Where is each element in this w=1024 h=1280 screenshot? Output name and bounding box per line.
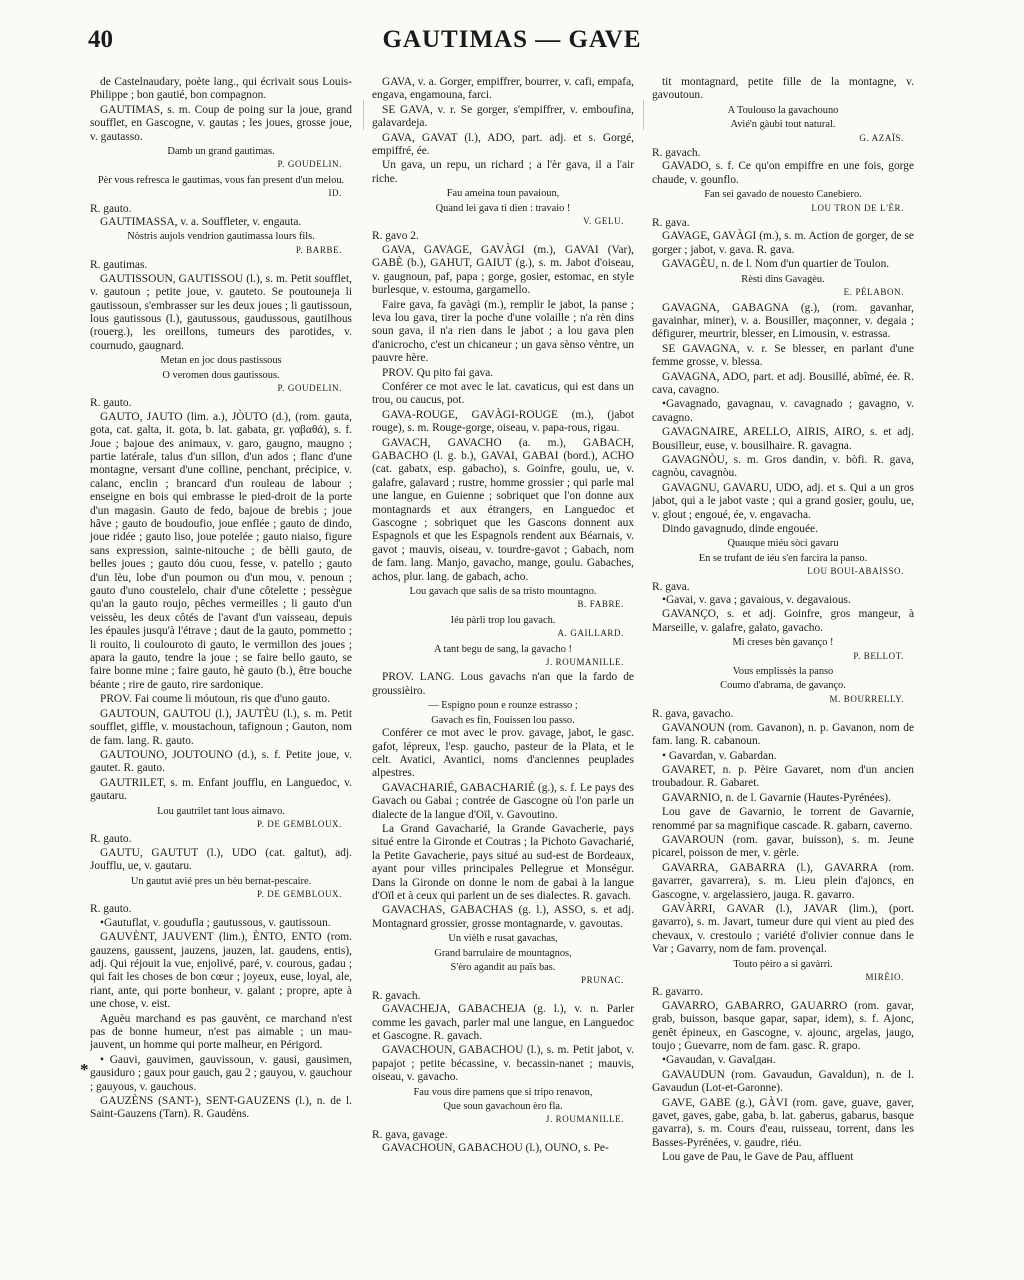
quotation-author: J. ROUMANILLE. — [545, 1114, 624, 1125]
quotation-line: Quand lei gava ti dien : travaio ! — [435, 202, 571, 214]
column-2 — [372, 76, 634, 1261]
quotation-author: P. BELLOT. — [853, 650, 904, 661]
entry-paragraph: GAVARRO, GABARRO, GAUARRO (rom. gavar, grab, buisson, basque gapar, sapar, idem), s. f. Ajonc, genêt épineux, en Gascogne, v. ajounc, argelas, jaugo, toujo ; Guevarre, nom de fam. gasc. R. grapo. — [652, 999, 914, 1053]
page-number: 40 — [88, 26, 113, 53]
etymology-ref: R. gauto. — [90, 903, 132, 916]
quotation-author: M. BOURRELLY. — [829, 693, 904, 704]
quotation-line: Iéu pàrli trop lou gavach. — [450, 614, 556, 626]
quotation-line: Lou gavach que salis de sa tristo mountagno. — [409, 586, 597, 598]
quotation-author: V. GELU. — [583, 216, 624, 227]
entry-paragraph: •Gautuflat, v. goudufla ; gautussous, v. gautissoun. — [100, 916, 331, 929]
entry-paragraph: GAVA, GAVAGE, GAVÀGI (m.), GAVAI (Var), GABÈ (b.), GAHUT, GAIUT (g.), s. m. Jabot d'oiseau, v. gaugnoun, paf, papa ; gorge, gosier, estomac, en style burlesque, v. estouma, gargamello. — [372, 243, 634, 297]
column-divider — [643, 100, 644, 130]
entry-paragraph: GAVAGNÒU, s. m. Gros dandin, v. bòfi. R. gava, cagnòu, cavagnòu. — [652, 453, 914, 480]
etymology-ref: R. gava. — [652, 217, 690, 230]
margin-asterisk: * — [80, 1060, 89, 1079]
quotation-line: Avié'n gàubi tout natural. — [730, 119, 836, 131]
quotation-line: O veromen dous gautissous. — [162, 369, 280, 381]
quotation-line: Pèr vous refresca le gautimas, vous fan present d'un melou. — [97, 174, 345, 186]
entry-paragraph: tit montagnard, petite fille de la montagne, v. gavoutoun. — [652, 76, 914, 102]
entry-paragraph: Un gava, un repu, un richard ; a l'èr gava, il a l'air riche. — [372, 159, 634, 185]
quotation-author: E. PÉLABON. — [843, 287, 904, 298]
quotation-line: Fau vous dire pamens que si tripo renavon, — [413, 1086, 593, 1098]
etymology-ref: R. gava, gavage. — [372, 1128, 448, 1141]
entry-paragraph: •Gavaudan, v. Gavalдан. — [662, 1054, 776, 1067]
entry-paragraph: de Castelnaudary, poète lang., qui écrivait sous Louis-Philippe ; bon gautié, bon compagnon. — [90, 76, 352, 102]
entry-paragraph: GAVARRA, GABARRA (l.), GAVARRA (rom. gavarrer, gavarrera), s. m. Lieu plein d'ajoncs, en Gascogne, v. argelassiero, jauga. R. gavarro. — [652, 861, 914, 901]
etymology-ref: R. gauto. — [90, 202, 132, 215]
quotation-line: Rèsti dins Gavagèu. — [741, 273, 825, 285]
quotation-author: P. GOUDELIN. — [277, 159, 342, 170]
entry-paragraph: GAVA-ROUGE, GAVÀGI-ROUGE (m.), (jabot rouge), s. m. Rouge-gorge, oiseau, v. papa-rous, rigau. — [372, 408, 634, 435]
entry-paragraph: GAUTISSOUN, GAUTISSOU (l.), s. m. Petit soufflet, v. gautoun ; petite joue, v. gauteto. Se poutouneja li gautissoun, s'embrasser sur les deux joues ; li gautissoun, lous gautissous (l.), gautussous, gaudussous, gautilhous (rouerg.), les oreillons, tumeurs des parotides, v. cournudo, gaugnard. — [90, 272, 352, 352]
entry-paragraph: GAVAGE, GAVÀGI (m.), s. m. Action de gorger, de se gorger ; jabot, v. gava. R. gava. — [652, 230, 914, 256]
entry-paragraph: GAVANÇO, s. et adj. Goinfre, gros mangeur, à Marseille, v. galafre, galato, gavacho. — [652, 608, 914, 634]
entry-paragraph: SE GAVAGNA, v. r. Se blesser, en parlant d'une femme grosse, v. blessa. — [652, 342, 914, 369]
entry-paragraph: GAVACHOUN, GABACHOU (l.), OUNO, s. Pe- — [382, 1142, 609, 1155]
quotation-author: P. BARBE. — [295, 244, 342, 255]
page-header — [0, 22, 1024, 64]
entry-paragraph: GAUTIMAS, s. m. Coup de poing sur la joue, grand soufflet, en Gascogne, v. gautas ; les joues, grosse joue, v. gautasso. — [90, 103, 352, 143]
entry-paragraph: PROV. Qu pito fai gava. — [382, 366, 494, 379]
entry-paragraph: GAUZÈNS (SANT-), SENT-GAUZENS (l.), n. de l. Saint-Gauzens (Tarn). R. Gaudèns. — [90, 1095, 352, 1121]
entry-paragraph: • Gavardan, v. Gabardan. — [662, 749, 777, 762]
quotation-line: — Espigno poun e rounze estrasso ; — [428, 700, 578, 712]
quotation-author: A. GAILLARD. — [557, 628, 624, 639]
quotation-line: Mi creses bèn gavanço ! — [732, 637, 834, 649]
entry-paragraph: SE GAVA, v. r. Se gorger, s'empiffrer, v. emboufina, galavardeja. — [372, 103, 634, 130]
entry-paragraph: GAVARNIO, n. de l. Gavarnie (Hautes-Pyrénées). — [662, 791, 891, 804]
quotation-line: Gavach es fin, Fouissen lou passo. — [431, 714, 575, 726]
quotation-line: Nòstris aujols vendrion gautimassa lours fils. — [127, 231, 315, 243]
etymology-ref: R. gavo 2. — [372, 230, 419, 243]
entry-paragraph: GAVAGNAIRE, ARELLO, AIRIS, AIRO, s. et adj. Bousilleur, euse, v. bousilhaire. R. gavagna. — [652, 426, 914, 452]
entry-paragraph: GAVACHAS, GABACHAS (g. l.), ASSO, s. et adj. Montagnard grossier, grosse montagnarde, v. gavoutas. — [372, 904, 634, 930]
quotation-author: B. FABRE. — [577, 599, 624, 610]
entry-paragraph: GAVE, GABE (g.), GÀVI (rom. gave, guave, gaver, gavet, gaves, gabe, gaba, b. lat. gaberus, gabarus, basque gavarra), s. m. Cours d'eau, ruisseau, torrent, dans les Basses-Pyrénées, v. gaudre, riéu. — [652, 1096, 914, 1149]
quotation-author: P. DE GEMBLOUX. — [256, 888, 342, 899]
entry-paragraph: GAUTOUNO, JOUTOUNO (d.), s. f. Petite joue, v. gautet. R. gauto. — [90, 748, 352, 775]
quotation-line: A tant begu de sang, la gavacho ! — [434, 643, 572, 655]
entry-paragraph: GAVARET, n. p. Pèire Gavaret, nom d'un ancien troubadour. R. Gabaret. — [652, 763, 914, 790]
quotation-author: P. DE GEMBLOUX. — [256, 818, 342, 829]
quotation-line: A Toulouso la gavachouno — [727, 104, 839, 116]
quotation-line: Lou gautrilet tant lous aimavo. — [157, 805, 285, 817]
entry-paragraph: GAUTO, JAUTO (lim. a.), JÒUTO (d.), (rom. gauta, gota, cat. galta, it. gota, b. lat. gabata, gr. γαβαθά), s. f. Joue ; bajoue des animaux, v. garo, gaugno, maugno ; partie latérale, talus d'un sillon, d'un ados ; flanc d'une montagne, versant d'une colline, penchant, précipice, v. calanc, enclin ; brancard d'un rouleau de labour ; enseigne en bois qui embrasse le pied-droit de la porte d'un magasin. Gauto de fedo, bajoue de brebis ; joue hâve ; gauto de boudoufio, joue enflée ; gauto de dindo, joue ridée ; gauto liso, joue potelée ; gauto niaiso, figure sans expression, sainte-nitouche ; de bèlli gauto, de belles joues ; gauto dóu cuou, fesse, v. patello ; gauto d'un lèu, lobe d'un poumon ou d'un mou, v. penoun ; gauto d'uno coustelelo, chair d'une côtelette ; pessègue qu'an la gauto roujo, pêches vermeilles ; li gauto d'un veissèu, les deux côtés de l'avant d'un vaisseau, depuis les épaules jusqu'à l'étrave ; daut de la gauto, pommetto ; li rouito, li coulouroto di gauto, le vermillon des joues ; apara la gauto, tendre la joue ; se faire bello gauto, se faire bonne mine ; faire gauto, hè gauto (b.), être bouche béante ; rire de gauto, rire sardonique. — [90, 410, 352, 691]
quotation-line: Touto pèiro a si gavàrri. — [733, 958, 833, 970]
entry-paragraph: GAVAGÈU, n. de l. Nom d'un quartier de Toulon. — [662, 258, 890, 271]
quotation-line: Un vièlh e rusat gavachas, — [448, 933, 558, 945]
quotation-author: P. GOUDELIN. — [277, 382, 342, 393]
etymology-ref: R. gautimas. — [90, 259, 148, 272]
entry-paragraph: • Gauvi, gauvimen, gauvissoun, v. gausi, gausimen, gausiduro ; gaux pour gauch, gau 2 ; gauyou, v. gauchour ; gauyous, v. gauchous. — [90, 1053, 352, 1093]
quotation-author: LOU BOUI-ABAISSO. — [807, 566, 904, 577]
running-title: GAUTIMAS — GAVE — [382, 26, 642, 53]
entry-paragraph: •Gavagnado, gavagnau, v. cavagnado ; gavagno, v. cavagno. — [652, 398, 914, 424]
quotation-line: Que soun gavachoun èro fla. — [443, 1101, 563, 1113]
column-divider — [363, 100, 364, 130]
entry-paragraph: Faire gava, fa gavàgi (m.), remplir le jabot, la panse ; leva lou gava, tirer la poche d'une volaille ; n'a rèn dins soun gava, il n'a rien dans le jabot ; a lou gava plen d'anicrocho, c'est un chicaneur ; un gava sènso vèntre, un pauvre hère. — [372, 298, 634, 365]
entry-paragraph: GAUTRILET, s. m. Enfant joufflu, en Languedoc, v. gautaru. — [90, 776, 352, 803]
quotation-author: MIRÈIO. — [865, 972, 904, 982]
quotation-author: J. ROUMANILLE. — [545, 657, 624, 668]
etymology-ref: R. gavach. — [652, 147, 701, 160]
entry-paragraph: GAUTOUN, GAUTOU (l.), JAUTÈU (l.), s. m. Petit soufflet, giffle, v. moustachoun, tafignoun ; Gauton, nom de fam. lang. R. gauto. — [90, 707, 352, 747]
quotation-author: G. AZAÏS. — [859, 132, 904, 143]
etymology-ref: R. gauto. — [90, 397, 132, 410]
entry-paragraph: Dindo gavagnudo, dinde engouée. — [662, 523, 818, 535]
etymology-ref: R. gava, gavacho. — [652, 708, 734, 721]
entry-paragraph: Conférer ce mot avec le lat. cavaticus, qui est dans un trou, ou caucus, pot. — [372, 380, 634, 407]
entry-paragraph: GAVA, v. a. Gorger, empiffrer, bourrer, v. cafi, empafa, engava, engamouna, farci. — [372, 76, 634, 102]
quotation-author: LOU TRON DE L'ÈR. — [811, 202, 904, 213]
quotation-line: Coumo d'abrama, de gavanço. — [720, 680, 846, 692]
entry-paragraph: GAVAGNU, GAVARU, UDO, adj. et s. Qui a un gros jabot, qui a le jabot vaste ; qui a grand gosier, goulu, ue, v. glout ; engoué, ée, v. engavacha. — [652, 481, 914, 521]
entry-paragraph: GAVAGNA, GABAGNA (g.), (rom. gavanhar, gavainhar, miner), v. a. Bousiller, maçonner, v. degaia ; défigurer, meurtrir, blesser, en Limousin, v. estrassa. — [652, 301, 914, 341]
entry-paragraph: GAVANOUN (rom. Gavanon), n. p. Gavanon, nom de fam. lang. R. cabanoun. — [652, 721, 914, 748]
entry-paragraph: La Grand Gavacharié, la Grande Gavacherie, pays situé entre la Gironde et Coutras ; la Pichoto Gavacharié, la Petite Gavacherie, pays situé au sud-est de Bordeaux, ayant pour villes principales Pellegrue et Monségur. Dans la Gironde on donne le nom de gabai à la langue d'Oïl et à ceux qui parlent un de ses dialectes. R. gavach. — [372, 822, 634, 902]
quotation-line: Un gautut avié pres un bèu bernat-pescaire. — [130, 875, 312, 887]
quotation-line: Quauque miéu sòci gavaru — [727, 538, 839, 550]
entry-paragraph: GAVAROUN (rom. gavar, buisson), s. m. Jeune picarel, poisson de mer, v. gèrle. — [652, 833, 914, 860]
entry-paragraph: GAVADO, s. f. Ce qu'on empiffre en une fois, gorge chaude, v. gounflo. — [652, 160, 914, 186]
entry-paragraph: •Gavai, v. gava ; gavaious, v. degavaious. — [662, 594, 851, 607]
entry-paragraph: GAVACHARIÉ, GABACHARIÉ (g.), s. f. Le pays des Gavach ou Gabai ; contrée de Gascogne où l'on parle un dialecte de la langue d'Oïl, v. Gavoutino. — [372, 781, 634, 821]
column-3 — [652, 76, 914, 1261]
quotation-line: Vous emplissès la panso — [732, 666, 834, 678]
quotation-line: Fau ameina toun pavaioun, — [446, 188, 560, 200]
entry-paragraph: GAVACHEJA, GABACHEJA (g. l.), v. n. Parler comme les gavach, parler mal une langue, en Languedoc et Gascogne. R. gavach. — [372, 1003, 634, 1043]
entry-paragraph: GAVÀRRI, GAVAR (l.), JAVAR (lim.), (port. gavarro), s. m. Javart, tumeur dure qui vient au pied des chevaux, v. crestoulo ; variété d'olivier connue dans le Var ; Gavarry, nom de fam. provençal. — [652, 902, 914, 956]
quotation-line: Fan sei gavado de nouesto Canebiero. — [704, 189, 862, 201]
etymology-ref: R. gavarro. — [652, 986, 703, 999]
entry-paragraph: GAUTIMASSA, v. a. Souffleter, v. engauta. — [100, 216, 302, 229]
entry-paragraph: GAUVÈNT, JAUVENT (lim.), ÈNTO, ENTO (rom. gauzens, gaussent, jauzens, jauzen, lat. gaudens, entis), adj. Qui réjouit la vue, enjolivé, paré, v. courous, gadau ; qui fait les choses de bon cœur ; joyeux, euse, loyal, ale, riant, ante, qui porte bonheur, v. galant ; propre, apte à une chose, v. eist. — [90, 931, 352, 1011]
quotation-line: S'èro agandit au païs bas. — [450, 962, 556, 973]
quotation-line: En se trufant de iéu s'en farcira la panso. — [698, 552, 868, 564]
quotation-author: ID. — [328, 188, 342, 199]
quotation-line: Damb un grand gautimas. — [167, 146, 275, 158]
etymology-ref: R. gauto. — [90, 833, 132, 846]
entry-paragraph: Conférer ce mot avec le prov. gavage, jabot, le gasc. gafot, lépreux, l'esp. gaucho, pasteur de la Plata, et le celt. Avatici, Avantici, noms d'anciennes peuplades alpestres. — [372, 727, 634, 780]
entry-paragraph: GAUTU, GAUTUT (l.), UDO (cat. galtut), adj. Joufflu, ue, v. gautaru. — [90, 846, 352, 873]
entry-paragraph: Lou gave de Pau, le Gave de Pau, affluent — [662, 1151, 854, 1164]
quotation-author: PRUNAC. — [581, 975, 624, 986]
entry-paragraph: PROV. Fai coume li móutoun, ris que d'uno gauto. — [100, 693, 330, 706]
entry-paragraph: Aguèu marchand es pas gauvènt, ce marchand n'est pas de bonne humeur, n'est pas aimable ; un mau-jauvent, un homme qui porte malheur, en Périgord. — [90, 1012, 352, 1052]
quotation-line: Grand barrulaire de mountagnos, — [434, 947, 572, 959]
etymology-ref: R. gava. — [652, 580, 690, 593]
entry-paragraph: GAVAUDUN (rom. Gavaudun, Gavaldun), n. de l. Gavaudun (Lot-et-Garonne). — [652, 1068, 914, 1095]
entry-paragraph: PROV. LANG. Lous gavachs n'an que la fardo de groussièiro. — [372, 671, 634, 697]
quotation-line: Metan en joc dous pastissous — [160, 355, 282, 367]
entry-paragraph: GAVACHOUN, GABACHOU (l.), s. m. Petit jabot, v. papajot ; petite bécassine, v. becassin-nanet ; mauvis, oiseau, v. gavacho. — [372, 1044, 634, 1084]
entry-paragraph: GAVACH, GAVACHO (a. m.), GABACH, GABACHO (l. g. b.), GAVAI, GABAI (bord.), ACHO (cat. gabatx, esp. gabacho), s. Goinfre, goulu, ue, v. galafre, galavard ; rustre, homme grossier ; qui parle mal une langue, en Guienne ; sobriquet que l'on donne aux montagnards et aux étrangers, en Languedoc et Gascogne ; sobriquet que les Gascons donnent aux Espagnols et que les Espagnols rendent aux Béarnais, v. gavot ; mauvis, oiseau, v. tourdre-gavot ; Gabach, nom de fam. lang. Manjo, gavacho, mange, goulu. Gabaches, achos, plur. lang. de gabach, acho. — [372, 436, 634, 583]
column-1 — [90, 76, 352, 1261]
entry-paragraph: GAVAGNA, ADO, part. et adj. Bousillé, abîmé, ée. R. cava, cavagno. — [652, 370, 914, 396]
etymology-ref: R. gavach. — [372, 989, 421, 1002]
entry-paragraph: GAVA, GAVAT (l.), ADO, part. adj. et s. Gorgé, empiffré, ée. — [372, 131, 634, 158]
entry-paragraph: Lou gave de Gavarnio, le torrent de Gavarnie, renommé par sa magnifique cascade. R. gabarn, caverno. — [652, 806, 914, 832]
